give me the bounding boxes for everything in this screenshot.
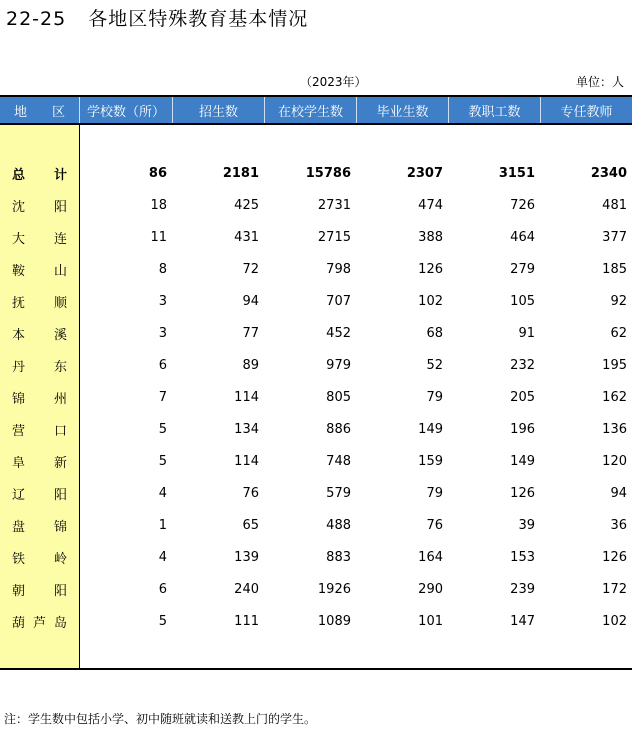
- table-row: [0, 381, 632, 413]
- region-char: 阳: [53, 583, 67, 599]
- region-char: 锦: [53, 519, 67, 535]
- table-cell: 86: [148, 165, 167, 181]
- header-students: 在校学生数: [264, 97, 356, 123]
- region-name: [0, 356, 79, 375]
- region-char: 阳: [53, 199, 67, 215]
- table-cell: 5: [158, 421, 167, 437]
- region-char: 鞍: [12, 263, 26, 279]
- table-cell: 388: [418, 229, 443, 245]
- table-title: 各地区特殊教育基本情况: [88, 8, 309, 30]
- table-cell: 5: [158, 453, 167, 469]
- table-cell: 2715: [317, 229, 351, 245]
- region-char: 沈: [12, 199, 26, 215]
- table-cell: 153: [510, 549, 535, 565]
- region-name: [0, 228, 79, 247]
- region-char: 顺: [53, 295, 67, 311]
- table-cell: 139: [234, 549, 259, 565]
- region-char: 新: [53, 455, 67, 471]
- table-cell: 2307: [406, 165, 443, 181]
- table-cell: 79: [426, 485, 443, 501]
- table-cell: 111: [234, 613, 259, 629]
- table-cell: 2181: [222, 165, 259, 181]
- table-cell: 72: [242, 261, 259, 277]
- region-name: [0, 388, 79, 407]
- table-cell: 425: [234, 197, 259, 213]
- region-name: [0, 420, 79, 439]
- region-char: 溪: [53, 327, 67, 343]
- data-table: [0, 95, 632, 670]
- table-row: [0, 189, 632, 221]
- table-cell: 805: [326, 389, 351, 405]
- table-cell: 91: [518, 325, 535, 341]
- table-cell: 1: [158, 517, 167, 533]
- region-char: 盘: [12, 519, 26, 535]
- table-row-total: [0, 157, 632, 189]
- table-cell: 102: [418, 293, 443, 309]
- table-cell: 290: [418, 581, 443, 597]
- table-cell: 102: [602, 613, 627, 629]
- header-schools: 学校数（所）: [79, 97, 172, 123]
- table-cell: 240: [234, 581, 259, 597]
- table-cell: 3151: [498, 165, 535, 181]
- header-staff: 教职工数: [448, 97, 540, 123]
- table-bottom-border: [0, 668, 632, 670]
- header-enrollment: 招生数: [172, 97, 264, 123]
- region-name: [0, 164, 79, 183]
- table-cell: 52: [426, 357, 443, 373]
- table-cell: 162: [602, 389, 627, 405]
- table-cell: 1926: [317, 581, 351, 597]
- region-char: 岭: [53, 551, 67, 567]
- table-number: 22-25: [6, 8, 67, 30]
- region-name: [0, 260, 79, 279]
- header-region: [0, 97, 79, 123]
- table-cell: 36: [610, 517, 627, 533]
- year-label: （2023年）: [300, 75, 367, 89]
- table-cell: 481: [602, 197, 627, 213]
- table-cell: 149: [418, 421, 443, 437]
- table-cell: 185: [602, 261, 627, 277]
- region-name: [0, 580, 79, 599]
- region-char: 本: [12, 327, 26, 343]
- table-cell: 68: [426, 325, 443, 341]
- table-cell: 488: [326, 517, 351, 533]
- region-char: 芦: [32, 615, 46, 631]
- table-cell: 89: [242, 357, 259, 373]
- region-char: 大: [12, 231, 26, 247]
- table-cell: 452: [326, 325, 351, 341]
- table-cell: 77: [242, 325, 259, 341]
- region-char: 丹: [12, 359, 26, 375]
- table-cell: 5: [158, 613, 167, 629]
- table-cell: 11: [150, 229, 167, 245]
- table-cell: 279: [510, 261, 535, 277]
- table-row: [0, 253, 632, 285]
- table-cell: 196: [510, 421, 535, 437]
- table-cell: 147: [510, 613, 535, 629]
- table-cell: 431: [234, 229, 259, 245]
- region-name: [0, 196, 79, 215]
- region-char: 口: [53, 423, 67, 439]
- region-char: 州: [53, 391, 67, 407]
- table-cell: 883: [326, 549, 351, 565]
- table-row: [0, 413, 632, 445]
- table-cell: 149: [510, 453, 535, 469]
- table-body: [0, 157, 632, 637]
- table-cell: 114: [234, 389, 259, 405]
- region-name: [0, 612, 79, 631]
- table-cell: 18: [150, 197, 167, 213]
- table-row: [0, 317, 632, 349]
- region-char: 东: [53, 359, 67, 375]
- table-cell: 232: [510, 357, 535, 373]
- table-cell: 4: [158, 485, 167, 501]
- table-cell: 120: [602, 453, 627, 469]
- table-cell: 707: [326, 293, 351, 309]
- table-row: [0, 605, 632, 637]
- table-cell: 126: [510, 485, 535, 501]
- table-cell: 205: [510, 389, 535, 405]
- table-cell: 65: [242, 517, 259, 533]
- table-cell: 92: [610, 293, 627, 309]
- table-cell: 6: [158, 581, 167, 597]
- region-char: 计: [53, 167, 67, 183]
- table-cell: 2731: [317, 197, 351, 213]
- region-name: [0, 324, 79, 343]
- region-char: 抚: [12, 295, 26, 311]
- table-cell: 195: [602, 357, 627, 373]
- table-row: [0, 221, 632, 253]
- region-char: 辽: [12, 487, 26, 503]
- table-cell: 726: [510, 197, 535, 213]
- region-char: 阜: [12, 455, 26, 471]
- region-name: [0, 548, 79, 567]
- table-row: [0, 285, 632, 317]
- region-char: 营: [12, 423, 26, 439]
- region-char: 锦: [12, 391, 26, 407]
- table-cell: 2340: [590, 165, 627, 181]
- table-cell: 7: [158, 389, 167, 405]
- table-row: [0, 477, 632, 509]
- table-row: [0, 509, 632, 541]
- header-teachers: 专任教师: [540, 97, 632, 123]
- table-cell: 15786: [305, 165, 351, 181]
- table-cell: 886: [326, 421, 351, 437]
- table-cell: 1089: [317, 613, 351, 629]
- table-row: [0, 349, 632, 381]
- table-cell: 101: [418, 613, 443, 629]
- table-cell: 62: [610, 325, 627, 341]
- table-cell: 748: [326, 453, 351, 469]
- table-cell: 105: [510, 293, 535, 309]
- table-row: [0, 573, 632, 605]
- table-cell: 94: [610, 485, 627, 501]
- region-char: 阳: [53, 487, 67, 503]
- region-name: [0, 516, 79, 535]
- table-cell: 76: [242, 485, 259, 501]
- table-cell: 8: [158, 261, 167, 277]
- unit-label: 单位：人: [575, 75, 624, 89]
- table-cell: 464: [510, 229, 535, 245]
- table-cell: 172: [602, 581, 627, 597]
- region-name: [0, 452, 79, 471]
- table-header: [0, 95, 632, 125]
- table-cell: 3: [158, 325, 167, 341]
- table-cell: 159: [418, 453, 443, 469]
- table-cell: 798: [326, 261, 351, 277]
- table-cell: 114: [234, 453, 259, 469]
- region-char: 葫: [12, 615, 26, 631]
- page-title: [6, 4, 308, 31]
- region-char: 岛: [53, 615, 67, 631]
- header-region-char: 区: [51, 104, 65, 120]
- table-cell: 94: [242, 293, 259, 309]
- table-cell: 239: [510, 581, 535, 597]
- table-cell: 134: [234, 421, 259, 437]
- table-cell: 3: [158, 293, 167, 309]
- footnote: 注：学生数中包括小学、初中随班就读和送教上门的学生。: [4, 712, 317, 726]
- table-cell: 76: [426, 517, 443, 533]
- table-cell: 39: [518, 517, 535, 533]
- table-cell: 4: [158, 549, 167, 565]
- table-cell: 6: [158, 357, 167, 373]
- region-char: 总: [12, 167, 26, 183]
- table-cell: 474: [418, 197, 443, 213]
- table-cell: 126: [602, 549, 627, 565]
- header-graduates: 毕业生数: [356, 97, 448, 123]
- table-cell: 164: [418, 549, 443, 565]
- table-cell: 79: [426, 389, 443, 405]
- table-cell: 136: [602, 421, 627, 437]
- table-row: [0, 541, 632, 573]
- region-char: 铁: [12, 551, 26, 567]
- table-row: [0, 445, 632, 477]
- region-name: [0, 484, 79, 503]
- region-char: 山: [53, 263, 67, 279]
- table-cell: 579: [326, 485, 351, 501]
- table-cell: 979: [326, 357, 351, 373]
- region-char: 朝: [12, 583, 26, 599]
- table-cell: 377: [602, 229, 627, 245]
- region-char: 连: [53, 231, 67, 247]
- region-name: [0, 292, 79, 311]
- table-cell: 126: [418, 261, 443, 277]
- header-region-char: 地: [14, 104, 28, 120]
